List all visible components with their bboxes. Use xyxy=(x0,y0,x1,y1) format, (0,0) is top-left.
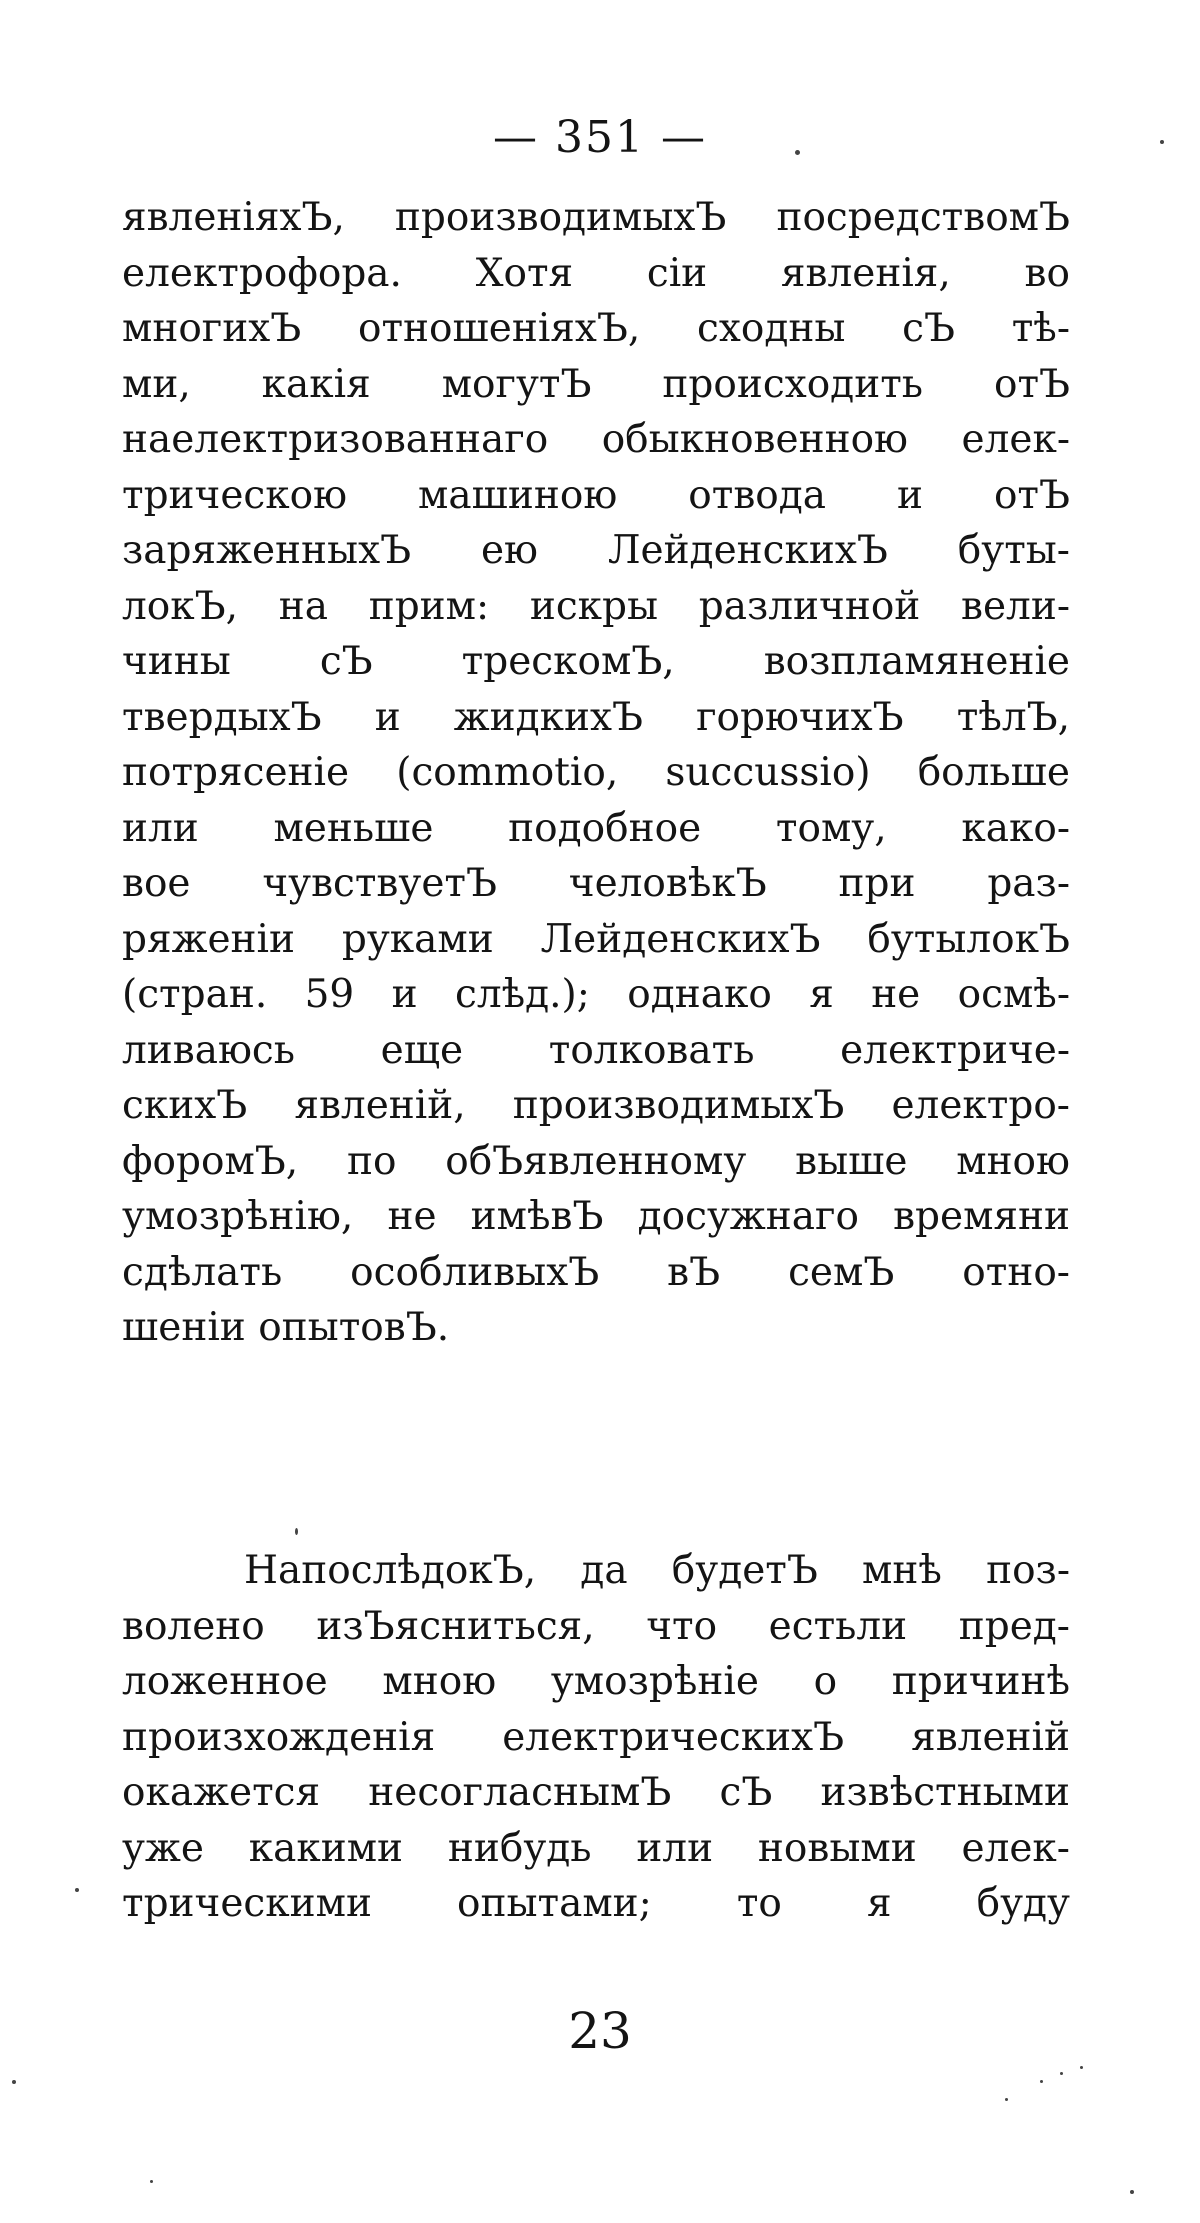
paragraph-2 xyxy=(122,1543,1070,1932)
text-line: шеніи опытовЪ. xyxy=(122,1305,450,1350)
text-line: явленіяхЪ, производимыхЪ посредствомЪ xyxy=(122,195,1070,240)
text-line: форомЪ, по обЪявленному выше мною xyxy=(122,1138,1070,1184)
print-speck xyxy=(295,1528,298,1535)
text-line: трическими опытами; то я буду xyxy=(122,1881,1070,1926)
print-speck xyxy=(1080,2066,1083,2069)
text-line: наелектризованнаго обыкновенною елек- xyxy=(122,417,1070,462)
text-line: произхожденія електрическихЪ явленій xyxy=(122,1714,1070,1760)
text-line: или меньше подобное тому, како- xyxy=(122,805,1070,851)
text-line: многихЪ отношеніяхЪ, сходны сЪ тѣ- xyxy=(122,306,1070,351)
text-line: сдѣлать особливыхЪ вЪ семЪ отно- xyxy=(122,1249,1070,1295)
text-line: ливаюсь еще толковать електриче- xyxy=(122,1027,1070,1073)
paragraph-1 xyxy=(122,190,1070,1356)
page-number-header: — 351 — xyxy=(493,112,707,163)
text-line: НапослѣдокЪ, да будетЪ мнѣ поз- xyxy=(244,1548,1070,1593)
text-line: умозрѣнію, не имѣвЪ досужнаго времяни xyxy=(122,1194,1070,1239)
text-line: твердыхЪ и жидкихЪ горючихЪ тѣлЪ, xyxy=(122,694,1070,740)
text-line: волено изЪясниться, что естьли пред- xyxy=(122,1603,1070,1649)
text-line: ложенное мною умозрѣніе о причинѣ xyxy=(122,1659,1070,1704)
text-line: електрофора. Хотя сіи явленія, во xyxy=(122,250,1070,296)
text-line: окажется несогласнымЪ сЪ извѣстными xyxy=(122,1770,1070,1815)
print-speck xyxy=(12,2080,16,2084)
text-line: уже какими нибудь или новыми елек- xyxy=(122,1825,1070,1871)
print-speck xyxy=(1060,2072,1063,2075)
print-speck xyxy=(1130,2190,1134,2194)
text-line: скихЪ явленій, производимыхЪ електро- xyxy=(122,1083,1070,1128)
print-speck xyxy=(1160,140,1164,144)
print-speck xyxy=(795,150,800,155)
text-line: (стран. 59 и слѣд.); однако я не осмѣ- xyxy=(122,972,1070,1017)
text-line: ряженіи руками ЛейденскихЪ бутылокЪ xyxy=(122,916,1070,962)
text-line: потрясеніе (commotio, succussio) больше xyxy=(122,750,1070,795)
text-line: заряженныхЪ ею ЛейденскихЪ буты- xyxy=(122,528,1070,573)
text-line: трическою машиною отвода и отЪ xyxy=(122,472,1070,518)
text-line: чины сЪ трескомЪ, возпламяненіе xyxy=(122,639,1070,684)
text-line: ми, какія могутЪ происходить отЪ xyxy=(122,361,1070,407)
print-speck xyxy=(150,2180,153,2183)
text-line: локЪ, на прим: искры различной вели- xyxy=(122,583,1070,629)
print-speck xyxy=(75,1888,79,1892)
text-line: вое чувствуетЪ человѣкЪ при раз- xyxy=(122,861,1070,906)
print-speck xyxy=(1040,2080,1043,2083)
signature-mark: 23 xyxy=(568,2002,632,2060)
print-speck xyxy=(1005,2098,1008,2101)
